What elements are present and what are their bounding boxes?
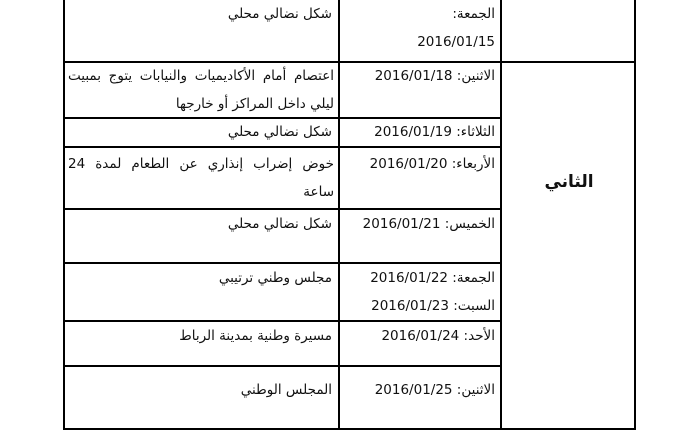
date-cell — [345, 118, 495, 146]
date-line: الثلاثاء: 2016/01/19 — [374, 124, 495, 140]
row-divider-7 — [63, 365, 502, 367]
action-text: شكل نضالي محلي — [227, 6, 332, 22]
row-divider-3 — [63, 146, 502, 148]
action-cell — [70, 0, 332, 28]
date-cell — [345, 264, 495, 320]
date-line: الجمعة: 2016/01/22 — [370, 270, 495, 286]
action-cell — [68, 150, 334, 206]
action-text: خوض إضراب إنذاري عن الطعام لمدة 24 ساعة — [68, 156, 334, 200]
action-cell — [70, 264, 332, 292]
date-line: الجمعة: — [452, 6, 495, 22]
date-line: السبت: 2016/01/23 — [371, 298, 495, 314]
action-cell — [70, 210, 332, 238]
action-text: شكل نضالي محلي — [227, 216, 332, 232]
date-line: الأربعاء: 2016/01/20 — [369, 156, 495, 172]
action-text: اعتصام أمام الأكاديميات والنيابات يتوج بمبيت ليلي داخل المراكز أو خارجها — [68, 68, 334, 112]
week-label: الثاني — [544, 172, 594, 192]
date-line: الاثنين: 2016/01/25 — [374, 382, 495, 398]
date-cell — [345, 376, 495, 404]
action-cell — [70, 376, 332, 404]
action-cell — [70, 118, 332, 146]
date-line: 2016/01/15 — [417, 34, 495, 50]
action-text: شكل نضالي محلي — [227, 124, 332, 140]
date-cell — [345, 0, 495, 56]
date-cell — [345, 322, 495, 350]
action-cell — [68, 62, 334, 118]
date-line: الاثنين: 2016/01/18 — [374, 68, 495, 84]
action-text: المجلس الوطني — [240, 382, 332, 398]
date-cell — [345, 150, 495, 178]
action-text: مجلس وطني ترتيبي — [218, 270, 332, 286]
date-cell — [345, 62, 495, 90]
date-cell — [345, 210, 495, 238]
date-line: الأحد: 2016/01/24 — [381, 328, 495, 344]
action-cell — [70, 322, 332, 350]
action-text: مسيرة وطنية بمدينة الرباط — [179, 328, 332, 344]
date-line: الخميس: 2016/01/21 — [362, 216, 495, 232]
